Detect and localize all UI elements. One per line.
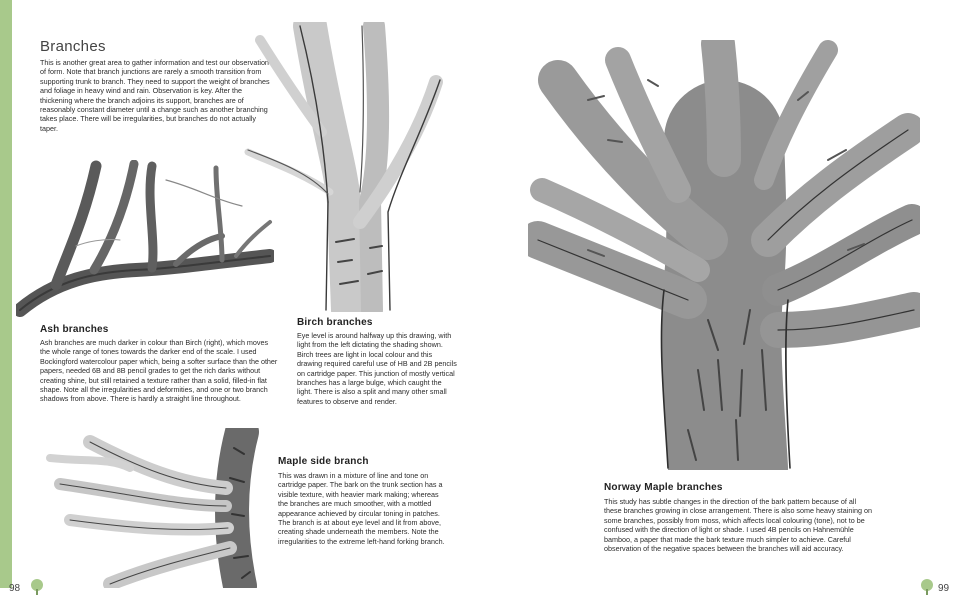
norway-maple-heading: Norway Maple branches — [604, 482, 723, 493]
maple-side-branch-drawing — [30, 428, 270, 588]
norway-maple-paragraph: This study has subtle changes in the direction of the bark pattern because of all these branches growing in close arrangement. There is also some heavy staining on some branches, possibly from moss, which affects local colouring (tone), not to be confused with the direction of light or shade. I used 4B pencils on Hahnemühle bamboo, a paper that made the bark texture much simpler to achieve. Careful observation of the negative spaces between the branches will aid accuracy. — [604, 497, 872, 554]
tree-icon — [918, 578, 936, 596]
ash-heading: Ash branches — [40, 324, 109, 335]
intro-paragraph: This is another great area to gather information and test our observation of form. Note that branch junctions are rarely a smooth transition from supporting trunk to branch. They need to support the weight of branches and foliage in heavy wind and rain. Observation is key. After the thickening where the branch adjoins its support, branches are of reasonably constant diameter until a change such as another branching takes place. There will be irregularities, but branches do not actually taper. — [40, 58, 270, 133]
birch-paragraph: Eye level is around halfway up this drawing, with light from the left dictating the shading shown. Birch trees are light in local colour and this drawing required careful use of HB and 2B pencils on cartridge paper. This junction of mostly vertical branches has a large bulge, which caught the light. There is also a split and many other small features to observe and render. — [297, 331, 457, 406]
birch-branches-drawing — [240, 22, 455, 312]
norway-maple-drawing — [528, 40, 920, 470]
maple-side-paragraph: This was drawn in a mixture of line and tone on cartridge paper. The bark on the trunk section has a visible texture, with heavier mark making; whereas the branches are much smoother, with a mottled appearance achieved by circular toning in patches. The branch is at about eye level and lit from above, creating shade underneath the members. Note the irregularities to the extreme left-hand forking branch. — [278, 471, 445, 546]
page-title: Branches — [40, 38, 106, 55]
birch-heading: Birch branches — [297, 317, 373, 328]
ash-paragraph: Ash branches are much darker in colour than Birch (right), which moves the whole range of tones towards the darker end of the scale. I used Bockingford watercolour paper which, being a softer surface than the other papers, needed 6B and 8B pencil grades to get the rich darks without creating shine, but still retained a texture rather than a solid, filled-in flat shape. Note all the irregularities and deformities, and one or two branch shadows from above. There is hardly a straight line throughout. — [40, 338, 278, 404]
maple-side-heading: Maple side branch — [278, 456, 369, 467]
page-number-right: 99 — [938, 583, 950, 594]
ash-branches-drawing — [16, 160, 274, 320]
tree-icon — [28, 578, 46, 596]
page-edge-accent — [0, 0, 12, 588]
page-number-left: 98 — [9, 583, 21, 594]
